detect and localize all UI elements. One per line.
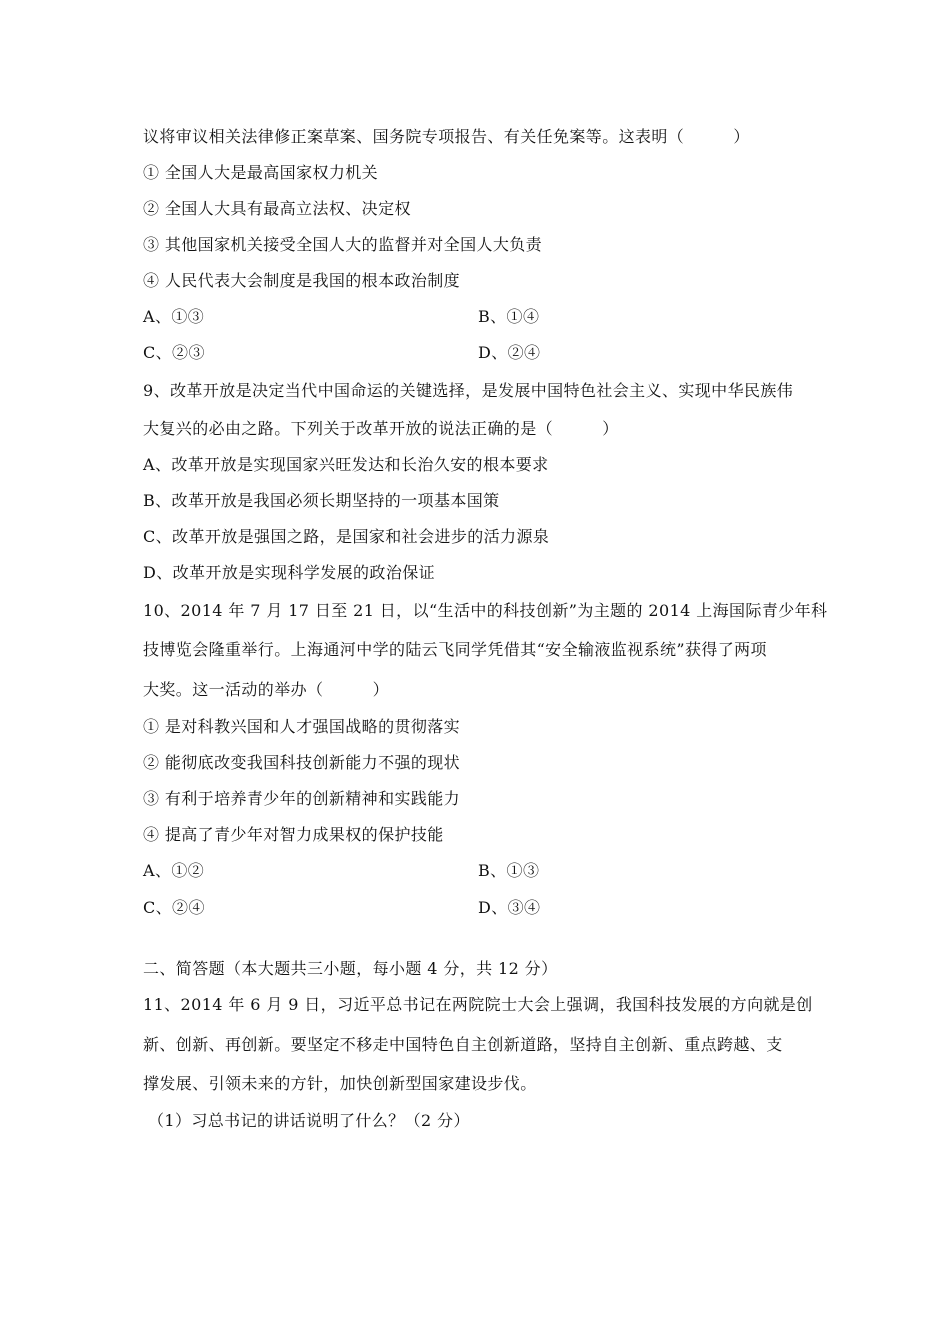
q8-stem-tail: 议将审议相关法律修正案草案、国务院专项报告、有关任免案等。这表明（ ） — [143, 127, 750, 146]
q10-stem-line-3: 大奖。这一活动的举办（ ） — [143, 680, 390, 699]
q10-stem-line-2: 技博览会隆重举行。上海通河中学的陆云飞同学凭借其“安全输液监视系统”获得了两项 — [143, 640, 767, 659]
q11-stem-line-3: 撑发展、引领未来的方针，加快创新型国家建设步伐。 — [143, 1074, 537, 1093]
q8-item-2: ② 全国人大具有最高立法权、决定权 — [143, 199, 411, 218]
q10-item-1: ① 是对科教兴国和人才强国战略的贯彻落实 — [143, 717, 461, 736]
q9-stem-line-1: 9、改革开放是决定当代中国命运的关键选择，是发展中国特色社会主义、实现中华民族伟 — [143, 381, 794, 400]
q10-option-c: C、②④ — [143, 898, 205, 917]
q10-stem-line-1: 10、2014 年 7 月 17 日至 21 日，以“生活中的科技创新”为主题的 2014 上海国际青少年科 — [143, 601, 828, 620]
q8-option-d: D、②④ — [478, 343, 541, 362]
q9-stem-line-2: 大复兴的必由之路。下列关于改革开放的说法正确的是（ ） — [143, 419, 619, 438]
q8-item-4: ④ 人民代表大会制度是我国的根本政治制度 — [143, 271, 461, 290]
q8-item-3: ③ 其他国家机关接受全国人大的监督并对全国人大负责 — [143, 235, 543, 254]
q11-stem-line-1: 11、2014 年 6 月 9 日，习近平总书记在两院院士大会上强调，我国科技发展的方向就是创 — [143, 995, 813, 1014]
q8-item-1: ① 全国人大是最高国家权力机关 — [143, 163, 379, 182]
q8-option-c: C、②③ — [143, 343, 205, 362]
q11-sub-question-1: （1）习总书记的讲话说明了什么？（2 分） — [148, 1111, 470, 1130]
q9-option-b: B、改革开放是我国必须长期坚持的一项基本国策 — [143, 491, 500, 510]
q10-option-d: D、③④ — [478, 898, 541, 917]
q10-option-b: B、①③ — [478, 861, 540, 880]
q10-item-3: ③ 有利于培养青少年的创新精神和实践能力 — [143, 789, 461, 808]
section-2-heading: 二、简答题（本大题共三小题，每小题 4 分，共 12 分） — [143, 959, 558, 978]
q10-item-2: ② 能彻底改变我国科技创新能力不强的现状 — [143, 753, 461, 772]
q8-option-b: B、①④ — [478, 307, 540, 326]
q9-option-c: C、改革开放是强国之路，是国家和社会进步的活力源泉 — [143, 527, 550, 546]
q8-option-a: A、①③ — [143, 307, 205, 326]
q9-option-d: D、改革开放是实现科学发展的政治保证 — [143, 563, 436, 582]
q10-option-a: A、①② — [143, 861, 205, 880]
q11-stem-line-2: 新、创新、再创新。要坚定不移走中国特色自主创新道路，坚持自主创新、重点跨越、支 — [143, 1035, 783, 1054]
q9-option-a: A、改革开放是实现国家兴旺发达和长治久安的根本要求 — [143, 455, 549, 474]
q10-item-4: ④ 提高了青少年对智力成果权的保护技能 — [143, 825, 444, 844]
